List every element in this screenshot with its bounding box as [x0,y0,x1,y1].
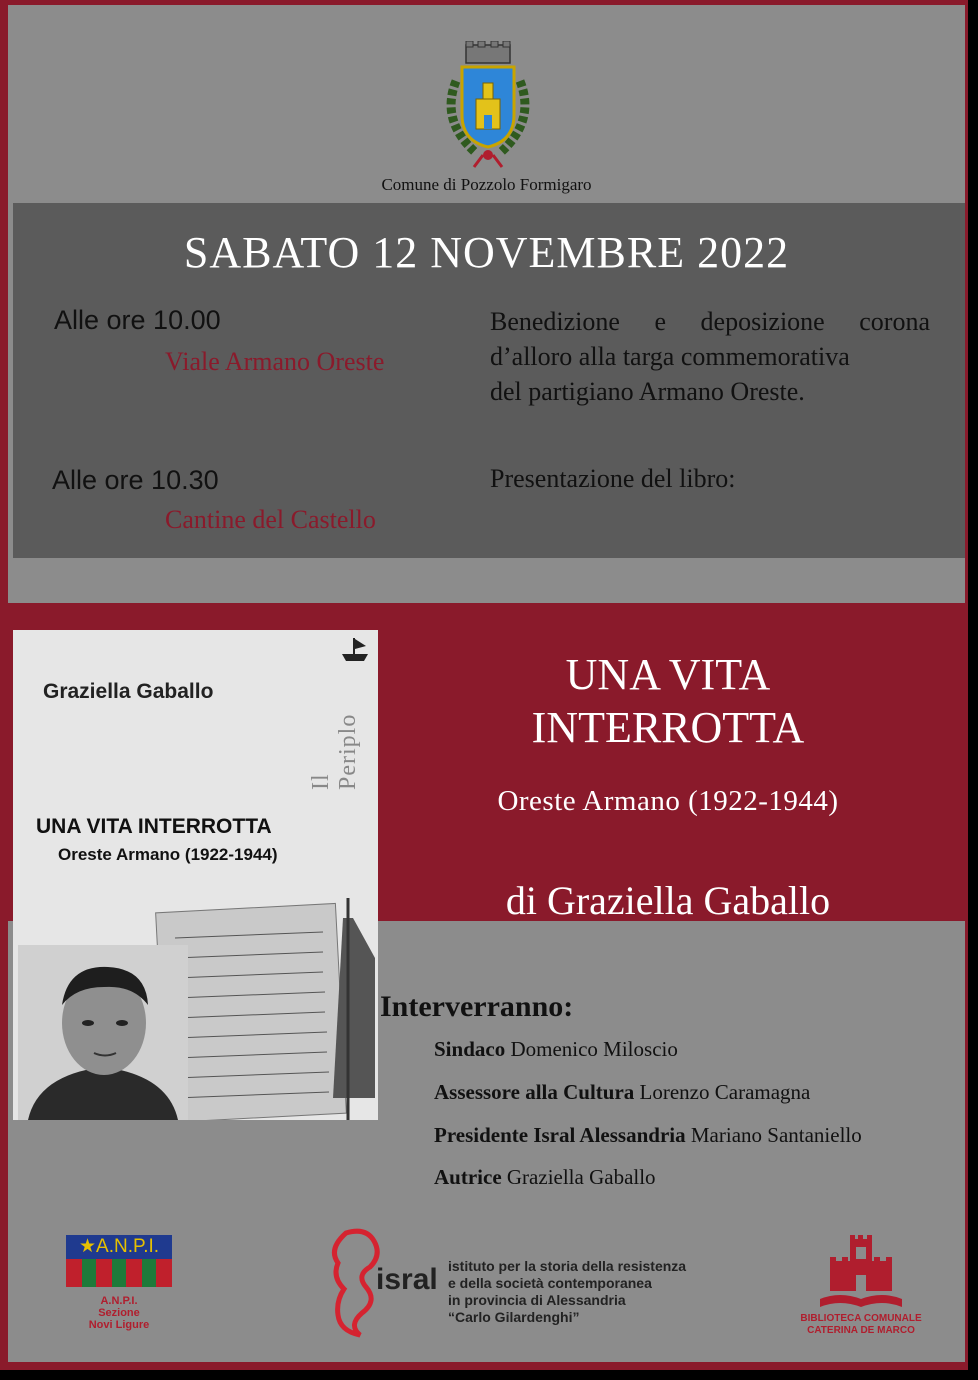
speaker-row [434,1080,810,1105]
speaker-row [434,1037,678,1062]
speaker-role: Autrice [434,1165,502,1189]
schedule-place-1: Viale Armano Oreste [165,347,385,376]
schedule-description-2: Presentazione del libro: [490,464,736,493]
anpi-caption-line: Novi Ligure [88,1319,150,1331]
anpi-logo-text: A.N.P.I. [96,1236,160,1257]
speaker-role: Presidente Isral Alessandria [434,1123,686,1147]
publisher-ship-icon [338,634,372,664]
schedule-time-2: Alle ore 10.30 [52,465,219,495]
cover-series: Il Periplo [308,713,361,790]
speaker-name: Graziella Gaballo [506,1165,656,1189]
book-author: di Graziella Gaballo [505,878,831,923]
speakers-heading: Interverranno: [380,990,574,1023]
biblioteca-logo-caption [796,1313,926,1337]
isral-caption-line: “Carlo Gilardenghi” [448,1309,580,1325]
schedule-description-1 [490,304,930,409]
schedule-time-1: Alle ore 10.00 [54,305,221,335]
book-cover-image [13,630,378,1120]
biblioteca-castle-icon [816,1235,906,1315]
description-line: del partigiano Armano Oreste. [490,377,805,406]
comune-crest-icon [436,41,540,171]
cover-title: UNA VITA INTERROTTA [36,815,272,838]
anpi-caption-line: Sezione [98,1307,140,1319]
speaker-row [434,1123,862,1148]
speaker-name: Mariano Santaniello [690,1123,862,1147]
biblioteca-caption-line: CATERINA DE MARCO [807,1325,915,1336]
isral-caption-line: in provincia di Alessandria [448,1292,626,1308]
isral-logo-caption [448,1258,686,1326]
description-line: Benedizione e deposizione corona [490,307,930,336]
anpi-caption-line: A.N.P.I. [100,1295,138,1307]
book-subtitle: Oreste Armano (1922-1944) [497,785,839,817]
speaker-role: Assessore alla Cultura [434,1080,635,1104]
book-title [388,648,948,754]
speaker-name: Lorenzo Caramagna [639,1080,811,1104]
isral-caption-line: e della società contemporanea [448,1275,652,1291]
partisan-portrait-photo [18,945,188,1120]
speaker-name: Domenico Miloscio [510,1037,678,1061]
comune-name: Comune di Pozzolo Formigaro [381,175,592,194]
isral-caption-line: istituto per la storia della resistenza [448,1258,687,1274]
cover-subtitle: Oreste Armano (1922-1944) [58,845,278,864]
speaker-row [434,1165,656,1190]
description-line: d’alloro alla targa commemorativa [490,342,850,371]
speaker-role: Sindaco [434,1037,506,1061]
book-title-line: INTERROTTA [531,703,805,752]
anpi-flag-stripes-icon [66,1259,172,1287]
star-icon: ★ [78,1236,97,1257]
anpi-logo [66,1235,172,1331]
isral-logo-name: isral [376,1263,438,1296]
book-title-line: UNA VITA [565,650,771,699]
anpi-logo-banner [66,1235,172,1259]
schedule-place-2: Cantine del Castello [165,505,376,534]
event-date: SABATO 12 NOVEMBRE 2022 [183,228,790,277]
biblioteca-caption-line: BIBLIOTECA COMUNALE [800,1313,922,1324]
anpi-section-text [66,1295,172,1331]
poster-inner [8,5,965,1362]
cover-author: Graziella Gaballo [43,680,214,703]
